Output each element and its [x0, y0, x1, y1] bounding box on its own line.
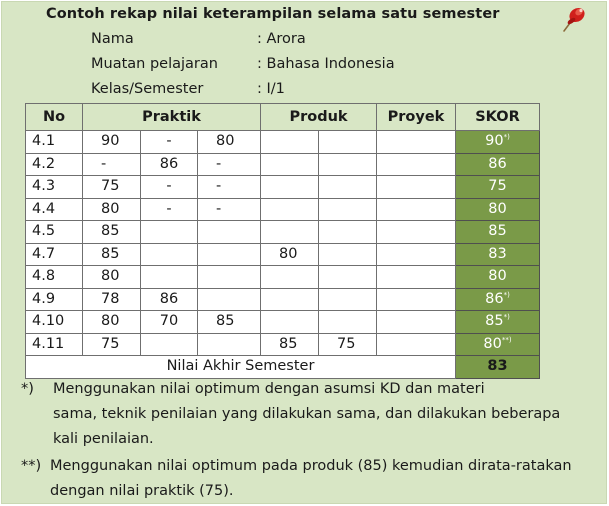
- cell-skor: [456, 221, 540, 244]
- info-label-muatan: Muatan pelajaran: [91, 56, 218, 72]
- cell-praktik-3: -: [198, 198, 261, 221]
- cell-produk-1: [261, 176, 319, 199]
- table-header-row: [26, 104, 540, 131]
- info-label-nama: Nama: [91, 31, 134, 47]
- cell-proyek: [377, 198, 456, 221]
- page-title: Contoh rekap nilai keterampilan selama satu semester: [46, 6, 500, 22]
- cell-praktik-1: 80: [83, 311, 141, 334]
- cell-no: 4.7: [26, 243, 83, 266]
- cell-produk-2: [319, 243, 377, 266]
- table-row: [26, 221, 540, 244]
- cell-proyek: [377, 176, 456, 199]
- cell-produk-1: 85: [261, 333, 319, 356]
- cell-produk-2: [319, 288, 377, 311]
- cell-no: 4.8: [26, 266, 83, 289]
- final-score-value: 83: [456, 356, 540, 379]
- header-no: No: [26, 104, 83, 131]
- note-1-line-2: sama, teknik penilaian yang dilakukan sama, dan dilakukan beberapa: [53, 406, 561, 422]
- cell-skor: [456, 288, 540, 311]
- cell-praktik-2: -: [141, 176, 198, 199]
- cell-no: 4.11: [26, 333, 83, 356]
- cell-produk-2: [319, 221, 377, 244]
- cell-produk-2: [319, 198, 377, 221]
- table-row: [26, 333, 540, 356]
- cell-no: 4.3: [26, 176, 83, 199]
- cell-praktik-3: -: [198, 176, 261, 199]
- cell-no: 4.2: [26, 153, 83, 176]
- skor-value: 85: [488, 223, 507, 240]
- pushpin-icon: [560, 3, 590, 33]
- final-score-label: Nilai Akhir Semester: [26, 356, 456, 379]
- info-value-nama: : Arora: [257, 31, 306, 47]
- cell-skor: [456, 176, 540, 199]
- score-table: [25, 103, 540, 379]
- cell-produk-1: [261, 221, 319, 244]
- cell-skor: [456, 243, 540, 266]
- cell-praktik-2: -: [141, 131, 198, 154]
- content-card: [1, 1, 607, 504]
- final-score-row: [26, 356, 540, 379]
- header-skor: SKOR: [456, 104, 540, 131]
- cell-proyek: [377, 333, 456, 356]
- info-label-kelas: Kelas/Semester: [91, 81, 204, 97]
- table-row: [26, 266, 540, 289]
- note-1-line-1: Menggunakan nilai optimum dengan asumsi KD dan materi: [53, 381, 485, 397]
- cell-praktik-1: 85: [83, 221, 141, 244]
- cell-produk-1: [261, 288, 319, 311]
- cell-praktik-1: 85: [83, 243, 141, 266]
- table-row: [26, 311, 540, 334]
- note-2-line-1: Menggunakan nilai optimum pada produk (85) kemudian dirata-ratakan: [50, 458, 572, 474]
- cell-praktik-1: 80: [83, 198, 141, 221]
- cell-skor: [456, 266, 540, 289]
- cell-produk-1: [261, 153, 319, 176]
- cell-no: 4.4: [26, 198, 83, 221]
- skor-footnote-mark: *): [503, 290, 510, 299]
- cell-proyek: [377, 131, 456, 154]
- cell-proyek: [377, 221, 456, 244]
- cell-praktik-1: -: [83, 153, 141, 176]
- cell-proyek: [377, 266, 456, 289]
- cell-praktik-2: 86: [141, 153, 198, 176]
- cell-proyek: [377, 311, 456, 334]
- table-row: [26, 153, 540, 176]
- note-2-marker: **): [21, 458, 42, 474]
- cell-proyek: [377, 288, 456, 311]
- skor-value: 80: [488, 200, 507, 217]
- cell-skor: [456, 131, 540, 154]
- note-1-marker: *): [21, 381, 34, 397]
- skor-value: 75: [488, 178, 507, 195]
- info-value-kelas: : I/1: [257, 81, 285, 97]
- cell-skor: [456, 153, 540, 176]
- table-row: [26, 131, 540, 154]
- note-2-line-2: dengan nilai praktik (75).: [50, 483, 234, 499]
- cell-no: 4.5: [26, 221, 83, 244]
- cell-praktik-1: 75: [83, 176, 141, 199]
- cell-skor: [456, 311, 540, 334]
- table-row: [26, 243, 540, 266]
- cell-proyek: [377, 153, 456, 176]
- table-row: [26, 176, 540, 199]
- cell-praktik-3: [198, 333, 261, 356]
- table-row: [26, 198, 540, 221]
- cell-produk-1: [261, 131, 319, 154]
- cell-no: 4.9: [26, 288, 83, 311]
- cell-praktik-2: 86: [141, 288, 198, 311]
- cell-praktik-2: [141, 243, 198, 266]
- cell-produk-2: 75: [319, 333, 377, 356]
- skor-value: 85: [485, 313, 504, 330]
- cell-produk-1: [261, 266, 319, 289]
- cell-praktik-3: -: [198, 153, 261, 176]
- cell-praktik-3: [198, 243, 261, 266]
- header-praktik: Praktik: [83, 104, 261, 131]
- cell-no: 4.10: [26, 311, 83, 334]
- header-proyek: Proyek: [377, 104, 456, 131]
- cell-praktik-3: [198, 266, 261, 289]
- cell-praktik-2: 70: [141, 311, 198, 334]
- skor-value: 80: [483, 335, 502, 352]
- cell-praktik-1: 90: [83, 131, 141, 154]
- cell-produk-2: [319, 153, 377, 176]
- skor-value: 80: [488, 268, 507, 285]
- cell-praktik-2: -: [141, 198, 198, 221]
- cell-produk-1: [261, 311, 319, 334]
- cell-praktik-2: [141, 221, 198, 244]
- cell-praktik-3: 85: [198, 311, 261, 334]
- cell-produk-2: [319, 266, 377, 289]
- cell-produk-1: 80: [261, 243, 319, 266]
- skor-footnote-mark: *): [503, 313, 510, 322]
- info-value-muatan: : Bahasa Indonesia: [257, 56, 395, 72]
- cell-praktik-1: 75: [83, 333, 141, 356]
- note-1-line-3: kali penilaian.: [53, 431, 154, 447]
- cell-proyek: [377, 243, 456, 266]
- header-produk: Produk: [261, 104, 377, 131]
- cell-praktik-2: [141, 266, 198, 289]
- cell-no: 4.1: [26, 131, 83, 154]
- cell-produk-2: [319, 311, 377, 334]
- cell-praktik-3: [198, 288, 261, 311]
- cell-praktik-1: 80: [83, 266, 141, 289]
- cell-produk-2: [319, 131, 377, 154]
- cell-praktik-3: [198, 221, 261, 244]
- cell-skor: [456, 333, 540, 356]
- cell-praktik-2: [141, 333, 198, 356]
- skor-value: 90: [485, 133, 504, 150]
- skor-footnote-mark: *): [503, 133, 510, 142]
- cell-praktik-1: 78: [83, 288, 141, 311]
- cell-produk-1: [261, 198, 319, 221]
- cell-skor: [456, 198, 540, 221]
- table-row: [26, 288, 540, 311]
- cell-produk-2: [319, 176, 377, 199]
- cell-praktik-3: 80: [198, 131, 261, 154]
- skor-value: 86: [485, 290, 504, 307]
- skor-footnote-mark: **): [501, 335, 512, 344]
- skor-value: 83: [488, 245, 507, 262]
- skor-value: 86: [488, 155, 507, 172]
